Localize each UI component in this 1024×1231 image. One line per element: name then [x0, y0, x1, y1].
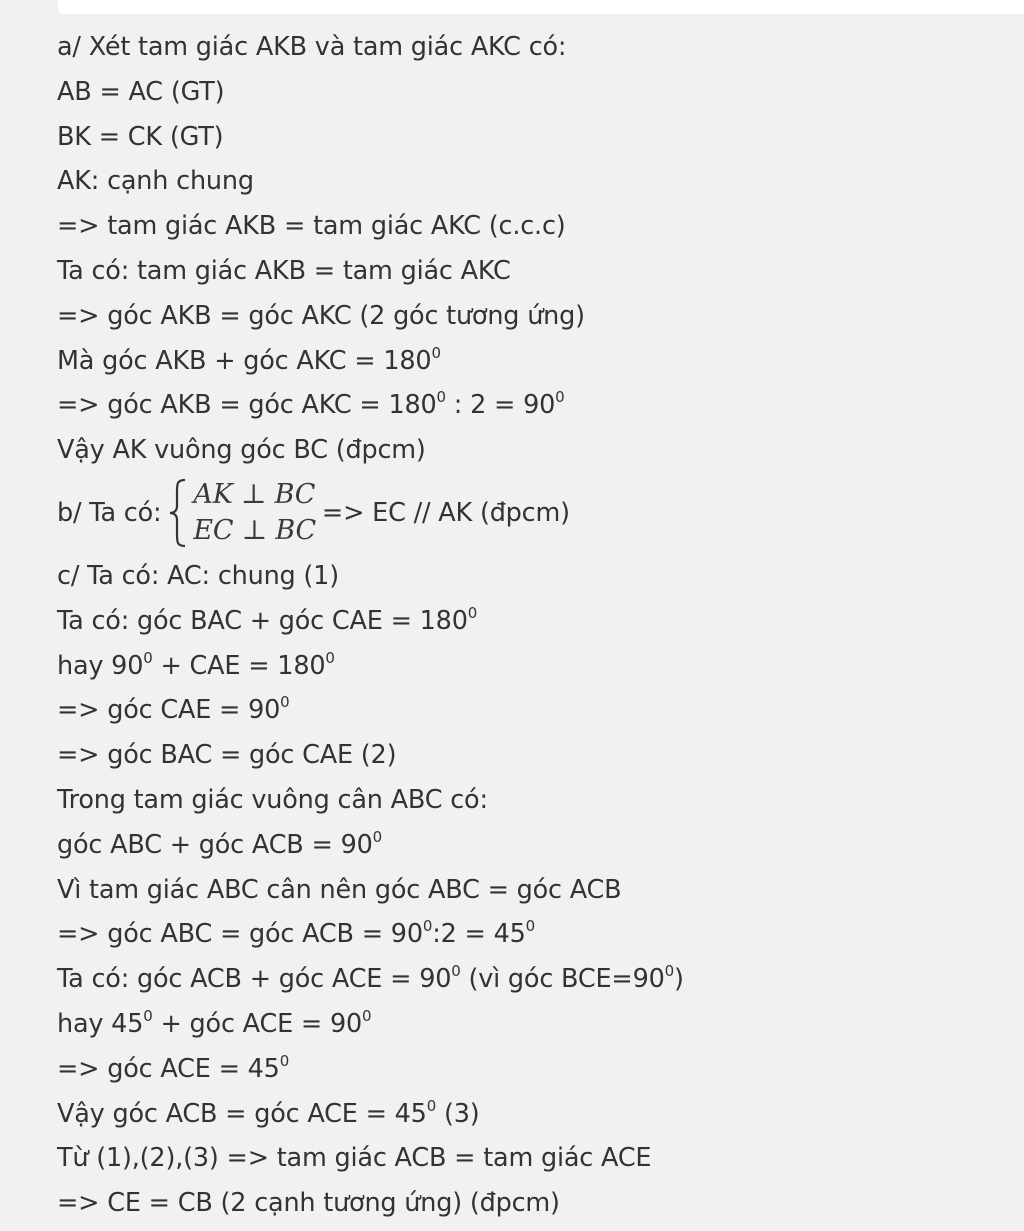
line-congruent-acb-ace: Từ (1),(2),(3) => tam giác ACB = tam giác ACE: [57, 1143, 652, 1174]
line-ak-perpendicular: Vậy AK vuông góc BC (đpcm): [57, 435, 426, 466]
line-c-ac-common: c/ Ta có: AC: chung (1): [57, 560, 339, 591]
line-cae-90: => góc CAE = $90^0$: [57, 693, 290, 726]
line-b-system: [57, 473, 1007, 554]
line-ta-co-congruent: Ta có: tam giác AKB = tam giác AKC: [57, 255, 511, 286]
line-ace-45: => góc ACE = $45^0$: [57, 1051, 290, 1084]
line-acb-eq-ace: Vậy góc ACB = góc ACE = $45^0$ (3): [57, 1096, 480, 1129]
line-bac-cae-sum: Ta có: góc BAC + góc CAE = $180^0$: [57, 603, 478, 636]
left-brace-icon: [167, 478, 189, 548]
line-right-isosceles: Trong tam giác vuông cân ABC có:: [57, 784, 488, 815]
line-congruent-ccc: => tam giác AKB = tam giác AKC (c.c.c): [57, 211, 566, 242]
line-hay-90-cae: hay $90^0$ + CAE = $180^0$: [57, 648, 335, 681]
line-ak-common: AK: cạnh chung: [57, 166, 254, 197]
line-corresponding-angles: => góc AKB = góc AKC (2 góc tương ứng): [57, 300, 585, 331]
line-angle-90: => góc AKB = góc AKC = $180^0$ : $2 = 90^0$: [57, 388, 565, 421]
equation-ak-perp-bc: AK ⊥ BC: [193, 479, 316, 511]
line-bac-eq-cae: => góc BAC = góc CAE (2): [57, 740, 397, 771]
system-conclusion: => EC // AK (đpcm): [321, 497, 570, 528]
line-bk-ck: BK = CK (GT): [57, 121, 224, 152]
top-card: [58, 0, 1024, 14]
line-a-intro: a/ Xét tam giác AKB và tam giác AKC có:: [57, 32, 567, 62]
system-prefix: b/ Ta có:: [57, 497, 162, 528]
equation-system: [167, 477, 316, 549]
line-abc-acb-sum: góc ABC + góc ACB = $90^0$: [57, 827, 382, 860]
line-abc-acb-45: => góc ABC = góc ACB = $90^0:2 = 45^0$: [57, 917, 535, 950]
line-isosceles-angles: Vì tam giác ABC cân nên góc ABC = góc ACB: [57, 874, 622, 905]
equation-ec-perp-bc: EC ⊥ BC: [193, 515, 316, 547]
line-ab-ac: AB = AC (GT): [57, 76, 225, 107]
line-acb-ace-sum: Ta có: góc ACB + góc ACE = $90^0$ (vì góc $BCE=90^0$): [57, 962, 684, 995]
line-angle-sum: Mà góc AKB + góc AKC = $180^0$: [57, 343, 441, 376]
line-hay-45-ace: hay $45^0$ + góc ACE = $90^0$: [57, 1006, 372, 1039]
line-ce-eq-cb: => CE = CB (2 cạnh tương ứng) (đpcm): [57, 1188, 560, 1219]
solution-text: [57, 25, 1007, 1226]
